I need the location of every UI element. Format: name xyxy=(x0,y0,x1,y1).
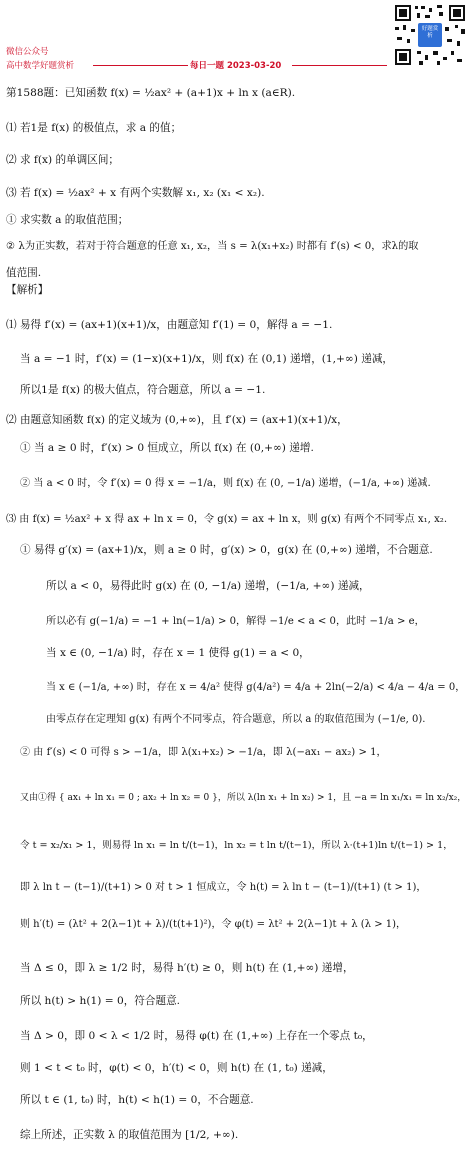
solution-line: ① 易得 g′(x) = (ax+1)/x，则 a ≥ 0 时，g′(x) > 0，g(x) 在 (0,+∞) 递增，不合题意. xyxy=(20,544,433,556)
problem-part-3-1: ① 求实数 a 的取值范围； xyxy=(6,214,129,226)
solution-line: 所以 a < 0，易得此时 g(x) 在 (0, −1/a) 递增，(−1/a, +∞) 递减， xyxy=(46,580,370,592)
solution-line: 所以1是 f(x) 的极大值点，符合题意，所以 a = −1. xyxy=(20,384,266,396)
solution-line: 所以 t ∈ (1, t₀) 时，h(t) < h(1) = 0，不合题意. xyxy=(20,1094,254,1106)
problem-part-3-2: ② λ为正实数，若对于符合题意的任意 x₁, x₂，当 s = λ(x₁+x₂) 时都有 f′(s) < 0，求λ的取 xyxy=(6,241,419,252)
problem-statement: 第1588题：已知函数 f(x) = ½ax² + (a+1)x + ln x (a∈R). xyxy=(6,87,296,99)
solution-line: 当 x ∈ (0, −1/a) 时，存在 x = 1 使得 g(1) = a < 0， xyxy=(46,647,310,659)
solution-line: 又由①得 { ax₁ + ln x₁ = 0 ; ax₂ + ln x₂ = 0 }，所以 λ(ln x₁ + ln x₂) > 1，且 −a = ln x₁/x₁ = ln x₂/x₂， xyxy=(20,793,467,803)
problem-part-3: ⑶ 若 f(x) = ½ax² + x 有两个实数解 x₁, x₂ (x₁ < x₂). xyxy=(6,187,265,199)
solution-line: ② 当 a < 0 时，令 f′(x) = 0 得 x = −1/a，则 f(x) 在 (0, −1/a) 递增，(−1/a, +∞) 递减. xyxy=(20,478,431,489)
header-rule-right xyxy=(292,65,387,66)
solution-line: ⑵ 由题意知函数 f(x) 的定义域为 (0,+∞)，且 f′(x) = (ax+1)(x+1)/x， xyxy=(6,414,348,426)
solution-line: ⑶ 由 f(x) = ½ax² + x 得 ax + ln x = 0，令 g(x) = ax + ln x，则 g(x) 有两个不同零点 x₁, x₂. xyxy=(6,514,448,525)
solution-line: 当 Δ ≤ 0，即 λ ≥ 1/2 时，易得 h′(t) ≥ 0，则 h(t) 在 (1,+∞) 递增， xyxy=(20,962,354,974)
header-rule-left xyxy=(93,65,188,66)
solution-line: ⑴ 易得 f′(x) = (ax+1)(x+1)/x，由题意知 f′(1) = 0，解得 a = −1. xyxy=(6,319,333,331)
problem-part-2: ⑵ 求 f(x) 的单调区间； xyxy=(6,154,120,166)
solution-line: 则 1 < t < t₀ 时，φ(t) < 0，h′(t) < 0，则 h(t) 在 (1, t₀) 递减， xyxy=(20,1062,333,1074)
wechat-label: 微信公众号 xyxy=(6,47,49,57)
solution-line: ② 由 f′(s) < 0 可得 s > −1/a，即 λ(x₁+x₂) > −1/a，即 λ(−ax₁ − ax₂) > 1， xyxy=(20,747,387,758)
solution-line: 由零点存在定理知 g(x) 有两个不同零点，符合题意，所以 a 的取值范围为 (−1/e, 0). xyxy=(46,714,426,725)
solution-line: ① 当 a ≥ 0 时，f′(x) > 0 恒成立，所以 f(x) 在 (0,+∞) 递增. xyxy=(20,442,314,454)
problem-part-3-2-cont: 值范围. xyxy=(6,267,42,279)
solution-line: 则 h′(t) = (λt² + 2(λ−1)t + λ)/(t(t+1)²)，令 φ(t) = λt² + 2(λ−1)t + λ (λ > 1)， xyxy=(20,919,407,930)
account-name: 高中数学好题赏析 xyxy=(6,61,75,71)
analysis-title: 【解析】 xyxy=(6,284,49,296)
solution-line: 令 t = x₂/x₁ > 1，则易得 ln x₁ = ln t/(t−1)，ln x₂ = t ln t/(t−1)，所以 λ·(t+1)ln t/(t−1) > 1， xyxy=(20,840,453,851)
solution-line: 综上所述，正实数 λ 的取值范围为 [1/2, +∞). xyxy=(20,1129,239,1141)
solution-line: 所以必有 g(−1/a) = −1 + ln(−1/a) > 0，解得 −1/e < a < 0，此时 −1/a > e， xyxy=(46,616,425,627)
solution-line: 即 λ ln t − (t−1)/(t+1) > 0 对 t > 1 恒成立，令 h(t) = λ ln t − (t−1)/(t+1) (t > 1)， xyxy=(20,882,427,893)
daily-title: 每日一题 2023-03-20 xyxy=(190,61,282,71)
problem-part-1: ⑴ 若1是 f(x) 的极值点，求 a 的值； xyxy=(6,122,182,134)
solution-line: 当 x ∈ (−1/a, +∞) 时，存在 x = 4/a² 使得 g(4/a²) = 4/a + 2ln(−2/a) < 4/a − 4/a = 0， xyxy=(46,682,466,693)
solution-line: 当 Δ > 0，即 0 < λ < 1/2 时，易得 φ(t) 在 (1,+∞) 上存在一个零点 t₀， xyxy=(20,1030,373,1042)
solution-line: 当 a = −1 时，f′(x) = (1−x)(x+1)/x，则 f(x) 在 (0,1) 递增，(1,+∞) 递减， xyxy=(20,353,394,365)
solution-line: 所以 h(t) > h(1) = 0，符合题意. xyxy=(20,995,181,1007)
qr-badge-text: 好题赏析 xyxy=(421,26,439,39)
